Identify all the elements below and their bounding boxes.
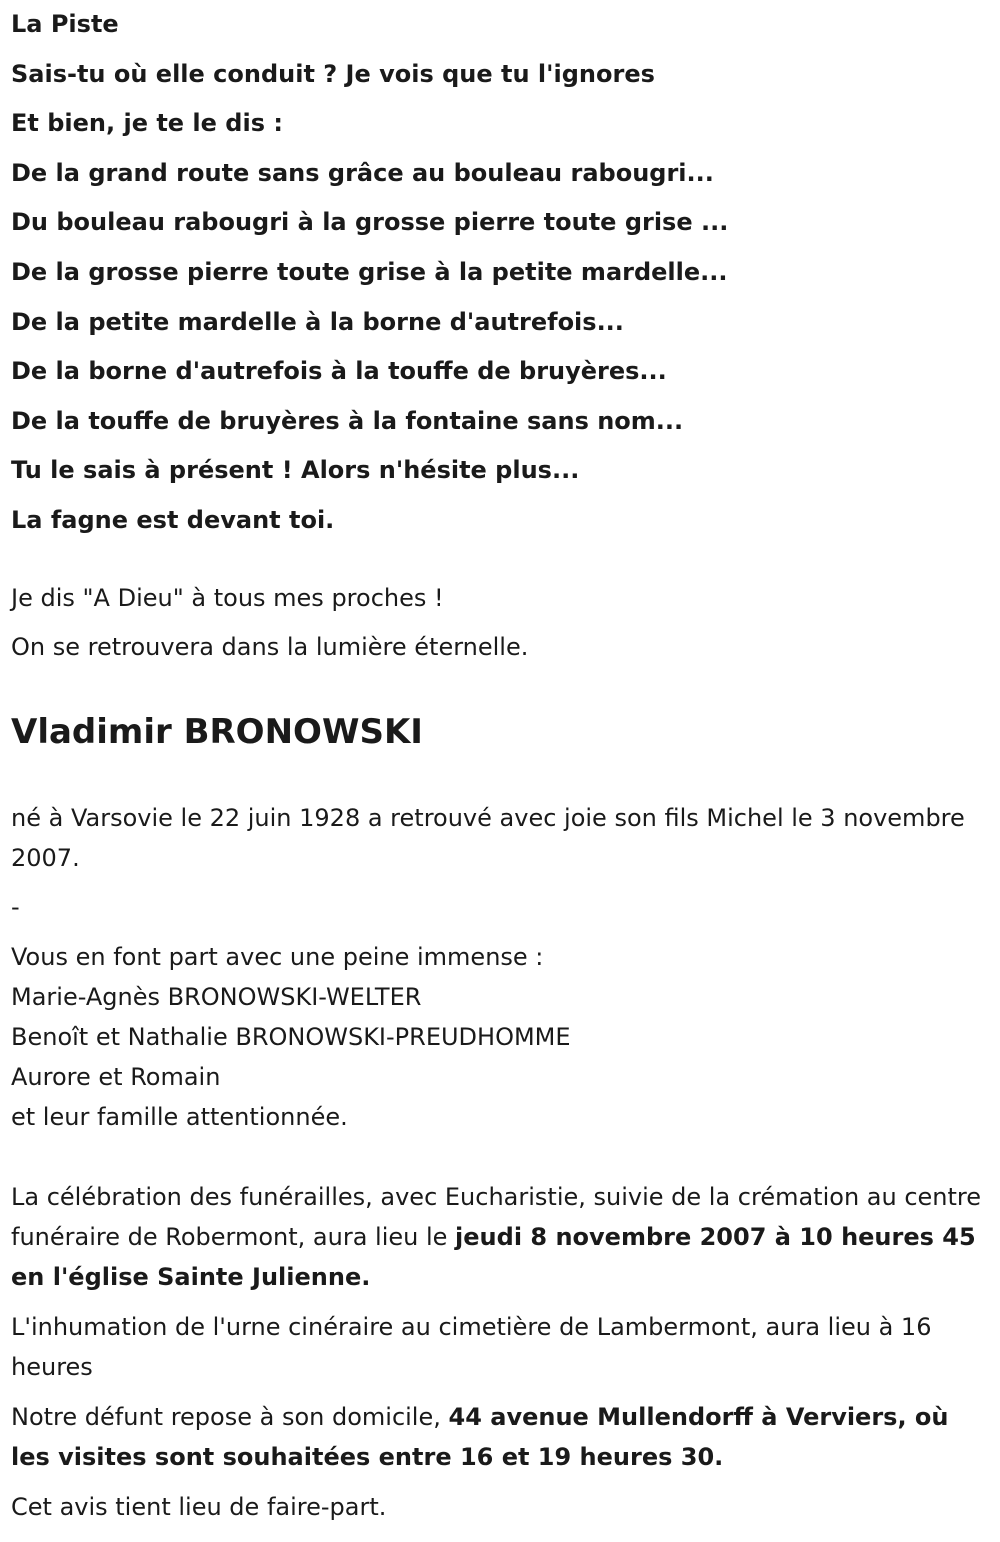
poem-line: De la petite mardelle à la borne d'autrefois... (11, 307, 624, 336)
inhumation-notice: L'inhumation de l'urne cinéraire au cimetière de Lambermont, aura lieu à 16 heures (11, 1312, 932, 1381)
domicile-address: 44 avenue Mullendorff à Verviers, où les visites sont souhaitées entre 16 et 19 heures 30. (11, 1402, 949, 1471)
poem-line: De la touffe de bruyères à la fontaine sans nom... (11, 406, 684, 435)
poem-line: Sais-tu où elle conduit ? Je vois que tu l'ignores (11, 59, 655, 88)
family-member: Aurore et Romain (11, 1062, 221, 1091)
poem-line: De la grosse pierre toute grise à la petite mardelle... (11, 257, 728, 286)
family-member: Marie-Agnès BRONOWSKI-WELTER (11, 982, 422, 1011)
family-member: Benoît et Nathalie BRONOWSKI-PREUDHOMME (11, 1022, 571, 1051)
domicile-intro: Notre défunt repose à son domicile, (11, 1402, 449, 1431)
poem-line: De la borne d'autrefois à la touffe de bruyères... (11, 357, 667, 386)
poem-line: Tu le sais à présent ! Alors n'hésite plus... (11, 456, 580, 485)
birth-text: né à Varsovie le 22 juin 1928 a retrouvé avec joie son fils Michel le 3 novembre 2007. (11, 803, 965, 872)
closing-note: Cet avis tient lieu de faire-part. (11, 1492, 387, 1521)
family-announcement (11, 937, 991, 1137)
domicile-notice (11, 1397, 991, 1477)
poem-line: La fagne est devant toi. (11, 505, 335, 534)
family-intro: Vous en font part avec une peine immense : (11, 942, 544, 971)
family-member: et leur famille attentionnée. (11, 1102, 348, 1131)
farewell-line: On se retrouvera dans la lumière éternelle. (11, 632, 529, 661)
celebration-intro: La célébration des funérailles, avec Eucharistie, suivie de la crémation au centre funéraire de Robermont, aura lieu le (11, 1182, 982, 1251)
poem (11, 0, 991, 546)
separator: - (11, 892, 20, 921)
poem-title: La Piste (11, 10, 119, 38)
celebration-notice (11, 1177, 991, 1297)
deceased-name: Vladimir BRONOWSKI (11, 711, 423, 752)
celebration-date-place: jeudi 8 novembre 2007 à 10 heures 45 en l'église Sainte Julienne. (11, 1222, 976, 1291)
obituary-page (11, 0, 991, 1527)
farewell (11, 574, 991, 672)
poem-line: Du bouleau rabougri à la grosse pierre toute grise ... (11, 208, 729, 237)
farewell-line: Je dis "A Dieu" à tous mes proches ! (11, 583, 444, 612)
poem-line: Et bien, je te le dis : (11, 109, 283, 138)
poem-line: De la grand route sans grâce au bouleau rabougri... (11, 158, 714, 187)
